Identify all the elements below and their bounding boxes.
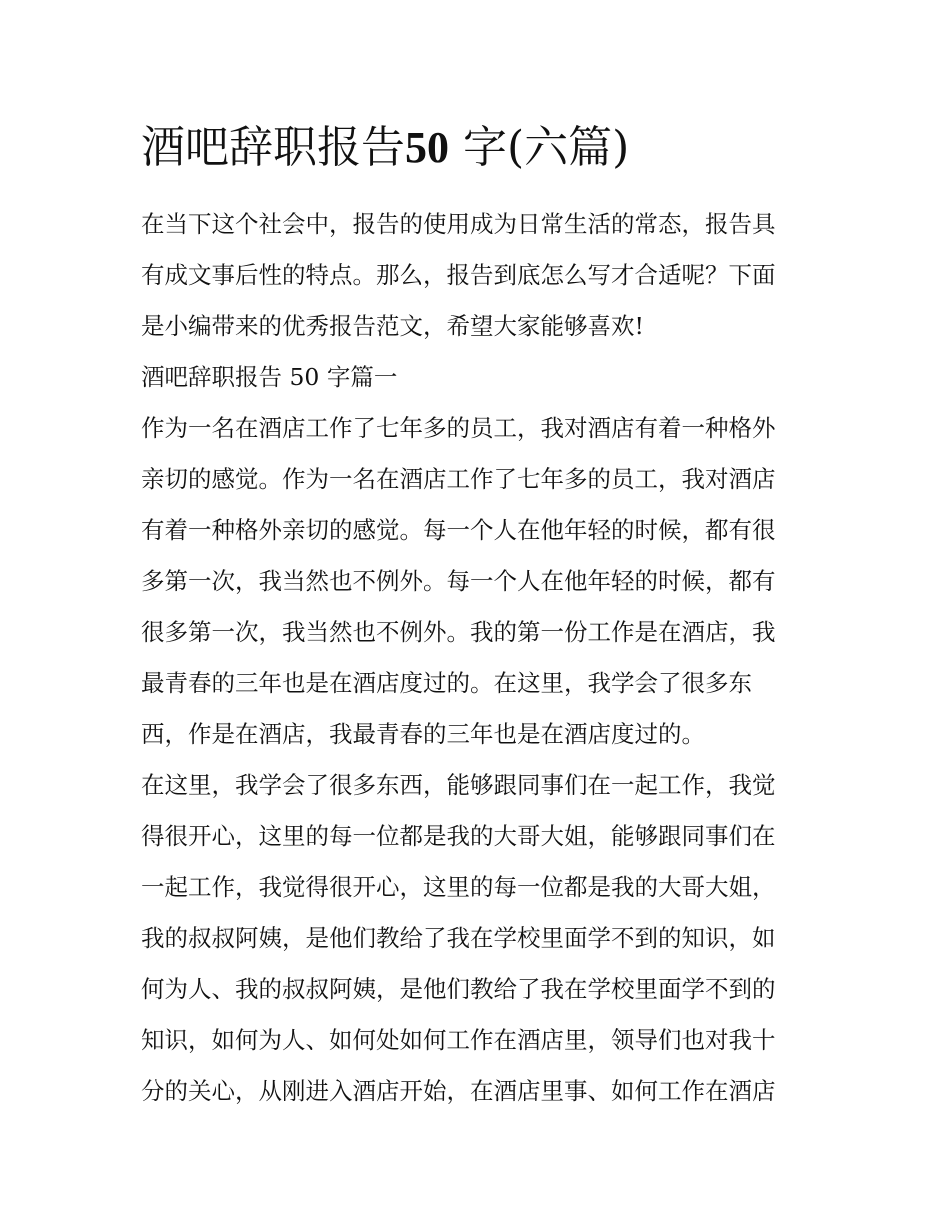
body-line: 作为一名在酒店工作了七年多的员工，我对酒店有着一种格外	[141, 414, 776, 442]
body-line: 分的关心，从刚进入酒店开始，在酒店里事、如何工作在酒店	[141, 1077, 776, 1105]
body-line: 有成文事后性的特点。那么，报告到底怎么写才合适呢？下面	[141, 261, 776, 289]
document-title	[141, 118, 841, 178]
body-line: 很多第一次，我当然也不例外。我的第一份工作是在酒店，我	[141, 618, 776, 646]
body-line: 亲切的感觉。作为一名在酒店工作了七年多的员工，我对酒店	[141, 465, 776, 493]
body-line: 是小编带来的优秀报告范文，希望大家能够喜欢!	[141, 312, 644, 340]
body-line: 最青春的三年也是在酒店度过的。在这里，我学会了很多东	[141, 669, 752, 697]
section-heading: 酒吧辞职报告 50 字篇一	[141, 363, 398, 391]
body-line: 有着一种格外亲切的感觉。每一个人在他年轻的时候，都有很	[141, 516, 776, 544]
body-line: 一起工作，我觉得很开心，这里的每一位都是我的大哥大姐，	[141, 873, 776, 901]
title-text: 酒吧辞职报告	[141, 122, 405, 173]
title-number: 50	[405, 123, 449, 172]
body-line: 西，作是在酒店，我最青春的三年也是在酒店度过的。	[141, 720, 705, 748]
body-line: 在当下这个社会中，报告的使用成为日常生活的常态，报告具	[141, 210, 776, 238]
body-line: 多第一次，我当然也不例外。每一个人在他年轻的时候，都有	[141, 567, 776, 595]
body-line: 我的叔叔阿姨，是他们教给了我在学校里面学不到的知识，如	[141, 924, 776, 952]
body-line: 在这里，我学会了很多东西，能够跟同事们在一起工作，我觉	[141, 771, 776, 799]
body-line: 知识，如何为人、如何处如何工作在酒店里，领导们也对我十	[141, 1026, 776, 1054]
body-line: 得很开心，这里的每一位都是我的大哥大姐，能够跟同事们在	[141, 822, 776, 850]
body-line: 何为人、我的叔叔阿姨，是他们教给了我在学校里面学不到的	[141, 975, 776, 1003]
document-body	[141, 199, 811, 1117]
title-suffix: 字(六篇)	[449, 122, 630, 173]
